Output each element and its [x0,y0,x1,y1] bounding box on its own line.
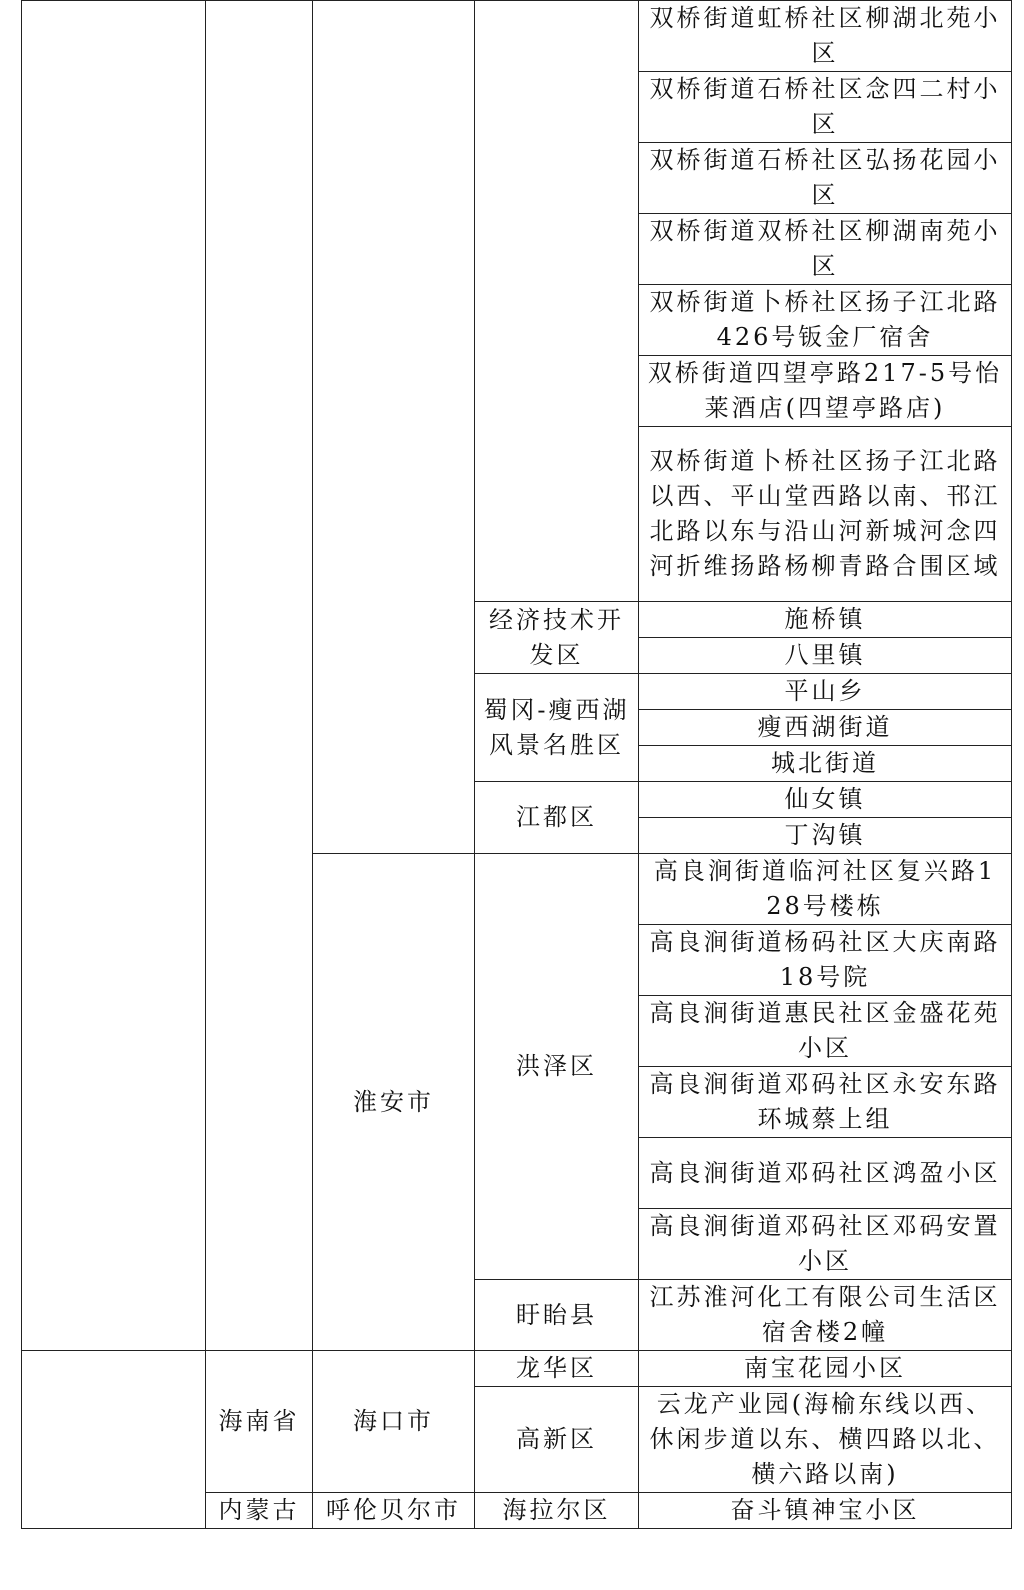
district-cell: 经济技术开发区 [475,602,639,674]
area-cell: 高良涧街道邓码社区鸿盈小区 [639,1138,1012,1209]
city-cell: 淮安市 [313,854,475,1351]
district-cell: 江都区 [475,782,639,854]
city-cell: 呼伦贝尔市 [313,1493,475,1529]
area-cell: 奋斗镇神宝小区 [639,1493,1012,1529]
area-cell: 双桥街道石桥社区弘扬花园小区 [639,143,1012,214]
area-cell: 丁沟镇 [639,818,1012,854]
city-cell: 海口市 [313,1351,475,1493]
district-cell [475,1,639,602]
area-cell: 平山乡 [639,674,1012,710]
area-cell: 云龙产业园(海榆东线以西、休闲步道以东、横四路以北、横六路以南) [639,1387,1012,1493]
province-cell [206,1,313,1351]
district-cell: 高新区 [475,1387,639,1493]
area-cell: 高良涧街道临河社区复兴路128号楼栋 [639,854,1012,925]
area-cell: 高良涧街道杨码社区大庆南路18号院 [639,925,1012,996]
area-cell: 双桥街道卜桥社区扬子江北路426号钣金厂宿舍 [639,285,1012,356]
area-cell: 双桥街道石桥社区念四二村小区 [639,72,1012,143]
district-cell: 盱眙县 [475,1280,639,1351]
province-cell: 内蒙古 [206,1493,313,1529]
area-cell: 双桥街道虹桥社区柳湖北苑小区 [639,1,1012,72]
blank-cell [22,1,206,1351]
blank-cell [22,1351,206,1529]
district-cell: 洪泽区 [475,854,639,1280]
province-cell: 海南省 [206,1351,313,1493]
area-cell: 仙女镇 [639,782,1012,818]
area-cell: 施桥镇 [639,602,1012,638]
city-cell [313,1,475,854]
area-cell: 高良涧街道邓码社区永安东路环城蔡上组 [639,1067,1012,1138]
area-cell: 双桥街道四望亭路217-5号怡莱酒店(四望亭路店) [639,356,1012,427]
area-cell: 江苏淮河化工有限公司生活区宿舍楼2幢 [639,1280,1012,1351]
area-cell: 双桥街道双桥社区柳湖南苑小区 [639,214,1012,285]
area-cell: 八里镇 [639,638,1012,674]
area-cell: 瘦西湖街道 [639,710,1012,746]
risk-area-table [21,0,1012,1529]
area-cell: 高良涧街道邓码社区邓码安置小区 [639,1209,1012,1280]
district-cell: 海拉尔区 [475,1493,639,1529]
district-cell: 蜀冈-瘦西湖风景名胜区 [475,674,639,782]
district-cell: 龙华区 [475,1351,639,1387]
area-cell: 双桥街道卜桥社区扬子江北路以西、平山堂西路以南、邗江北路以东与沿山河新城河念四河折维扬路杨柳青路合围区域 [639,427,1012,602]
area-cell: 高良涧街道惠民社区金盛花苑小区 [639,996,1012,1067]
area-cell: 城北街道 [639,746,1012,782]
area-cell: 南宝花园小区 [639,1351,1012,1387]
